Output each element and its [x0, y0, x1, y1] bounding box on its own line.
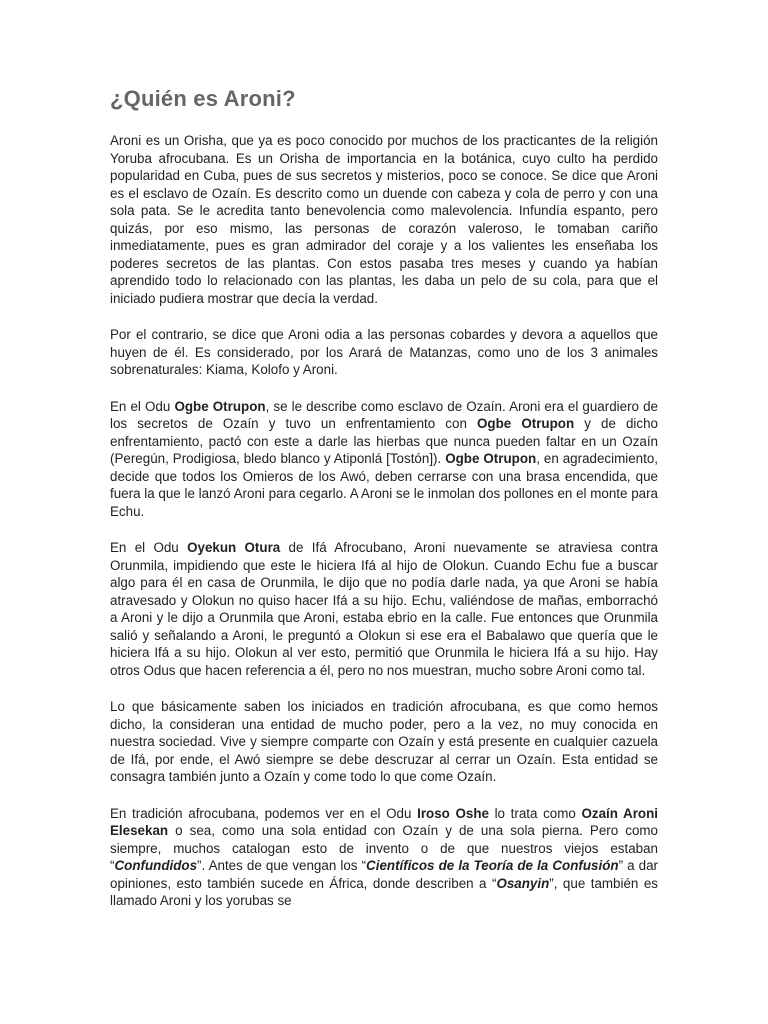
text-span: En el Odu: [110, 398, 175, 414]
paragraph-6: [110, 805, 658, 910]
paragraph-3: [110, 398, 658, 521]
bold-term: Ozaín Aroni Elesekan: [110, 805, 659, 838]
page-title: ¿Quién es Aroni?: [110, 86, 296, 111]
text-span: de Ifá Afrocubano, Aroni nuevamente se atraviesa contra Orunmila, impidiendo que este le hiciera Ifá al hijo de Olokun. Cuando Echu fue a buscar algo para él en casa de Orunmila, le dijo que no podía darle nada, ya que Aroni se había atravesado y Olokun no quiso hacer Ifá a su hijo. Echu, valiéndose de mañas, emborrachó a Aroni y le dijo a Orunmila que Aroni, estaba ebrio en la calle. Fue entonces que Orunmila salió y señalando a Aroni, le preguntó a Olokun si ese era el Babalawo que quería que le hiciera Ifá a su hijo. Olokun al ver esto, permitió que Orunmila le hiciera Ifá a su hijo. Hay otros Odus que hacen referencia a él, pero no nos muestran, mucho sobre Aroni como tal.: [110, 540, 658, 678]
bold-italic-term: Confundidos: [114, 858, 198, 873]
paragraph-1: Aroni es un Orisha, que ya es poco conocido por muchos de los practicantes de la religión Yoruba afrocubana. Es un Orisha de importancia en la botánica, cuyo culto ha perdido popularidad en Cuba, pues de sus secretos y misterios, poco se conoce. Se dice que Aroni es el esclavo de Ozaín. Es descrito como un duende con cabeza y cola de perro y con una sola pata. Se le acredita tanto benevolencia como malevolencia. Infundía espanto, pero quizás, por eso mismo, las personas de corazón valeroso, le tomaban cariño inmediatamente, pues es gran admirador del coraje y a los valientes les enseñaba los poderes secretos de las plantas. Con estos pasaba tres meses y cuando ya habían aprendido todo lo relacionado con las plantas, les daba un pelo de su cola, para que el iniciado pudiera mostrar que decía la verdad.: [110, 133, 658, 306]
text-span: En tradición afrocubana, podemos ver en el Odu: [110, 805, 418, 821]
text-span: , se le describe como esclavo de Ozaín. Aroni era el guardiero de los secretos de Ozaín y tuvo un enfrentamiento con: [110, 398, 658, 431]
bold-italic-term: Osanyin: [496, 875, 550, 891]
bold-italic-term: Científicos de la Teoría de la Confusión: [366, 858, 619, 873]
bold-term: Ogbe Otrupon: [477, 416, 575, 431]
bold-term: Iroso Oshe: [417, 805, 489, 821]
bold-term: Oyekun Otura: [187, 540, 281, 555]
text-span: ”. Antes de que vengan los “: [197, 858, 367, 873]
bold-term: Ogbe Otrupon: [174, 398, 266, 414]
text-span: y de dicho enfrentamiento, pactó con este a darle las hierbas que nunca pueden faltar en un Ozaín (Peregún, Prodigiosa, bledo blanco y Atiponlá [Tostón]).: [110, 416, 659, 466]
paragraph-5: Lo que básicamente saben los iniciados en tradición afrocubana, es que como hemos dicho, la consideran una entidad de mucho poder, pero a la vez, no muy conocida en nuestra sociedad. Vive y siempre comparte con Ozaín y está presente en cualquier cazuela de Ifá, por ende, el Awó siempre se debe descruzar al cerrar un Ozaín. Esta entidad se consagra también junto a Ozaín y come todo lo que come Ozaín.: [110, 699, 658, 784]
text-span: lo trata como: [488, 805, 582, 821]
text-span: , en agradecimiento, decide que todos los Omieros de los Awó, deben cerrarse con una brasa encendida, que fuera la que le lanzó Aroni para cegarlo. A Aroni se le inmolan dos pollones en el monte para Echu.: [110, 451, 659, 519]
text-span: En el Odu: [110, 540, 188, 555]
text-span: o sea, como una sola entidad con Ozaín y de una sola pierna. Pero como siempre, muchos catalogan esto de invento o de que nuestros viejos estaban “: [110, 823, 658, 873]
text-span: ” a dar opiniones, esto también sucede en África, donde describen a “: [110, 858, 659, 891]
paragraph-2: Por el contrario, se dice que Aroni odia a las personas cobardes y devora a aquellos que huyen de él. Es considerado, por los Arará de Matanzas, como uno de los 3 animales sobrenaturales: Kiama, Kolofo y Aroni.: [110, 327, 658, 377]
paragraph-4: [110, 539, 658, 679]
text-span: ”, que también es llamado Aroni y los yorubas se: [110, 875, 658, 908]
bold-term: Ogbe Otrupon: [445, 451, 537, 466]
